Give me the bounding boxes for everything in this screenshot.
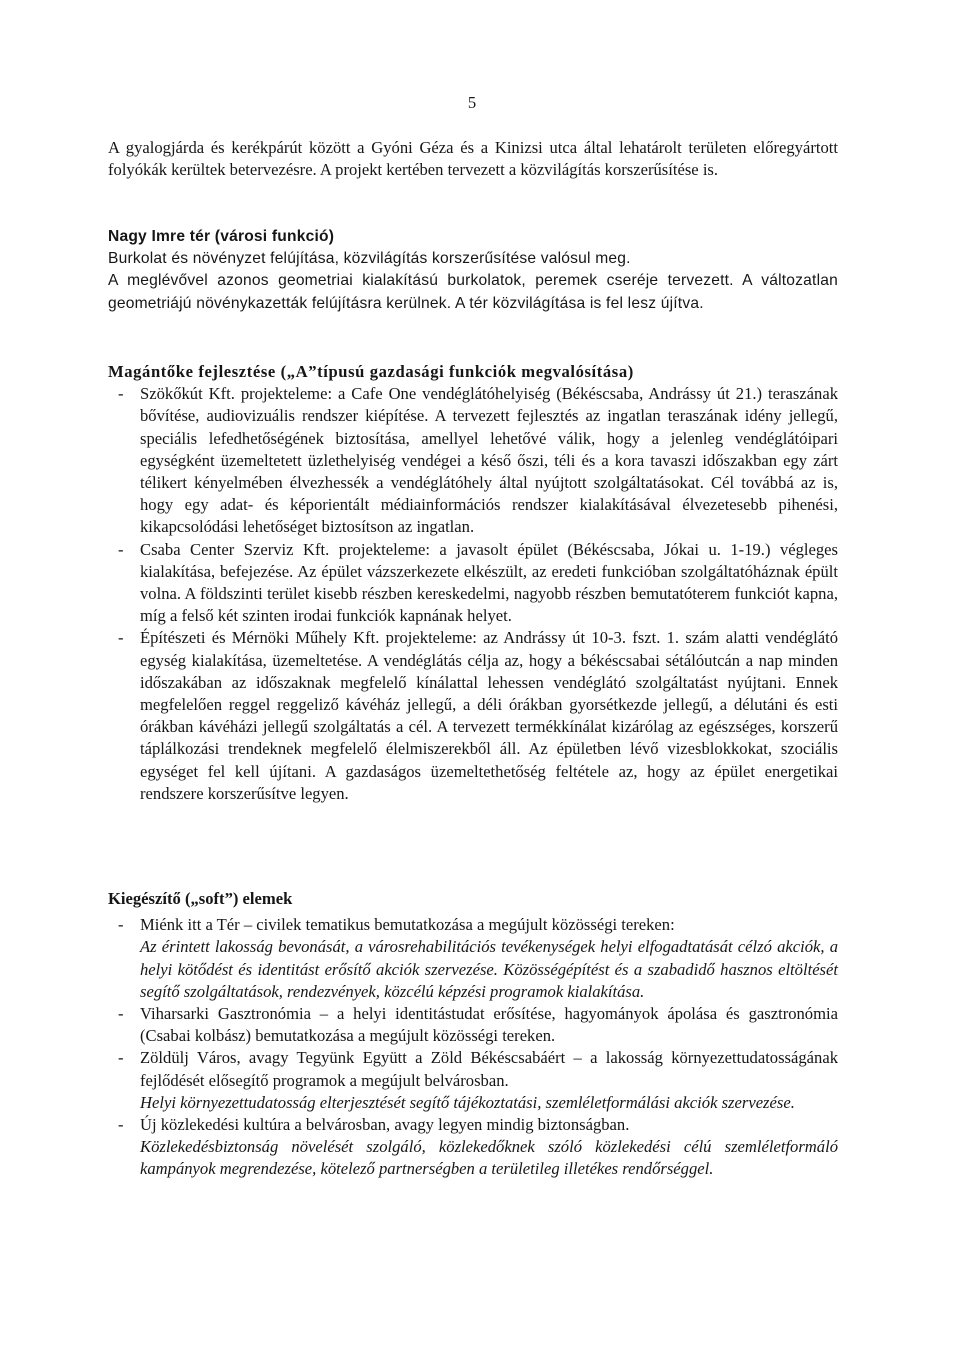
nagy-imre-section [108,226,838,315]
list-item [108,1003,838,1047]
maganto-list [108,383,838,805]
list-item: - Építészeti és Mérnöki Műhely Kft. projekteleme: az Andrássy út 10-3. fszt. 1. szám alatti vendéglátó egység kialakítása, üzemeltetése. A vendéglátás célja az, hogy a békéscsabai sétálóutcán a nap minden időszakában az időszaknak megfelelő kínálattal lehessen vendéglátó szolgáltatást nyújtani. Ennek megfelelően reggel reggeliző kávéház jellegű, a déli órákban gyorsétkezde jellegű, a délutáni és esti órákban kávéházi jellegű szolgáltatás a cél. A tervezett termékkínálat kizárólag az egészséges, korszerű táplálkozási trendeknek megfelelő élelmiszerekből áll. Az épületben lévő vizesblokkokat, szociális egységet fel kell újítani. A gazdaságos üzemeltethetőség feltétele az, hogy az épület energetikai rendszere korszerűsítve legyen. [108,627,838,805]
list-item-text: Zöldülj Város, avagy Tegyünk Együtt a Zöld Békéscsabáért – a lakosság környezettudatosságának fejlődését elősegítő programok a megújult belvárosban. [140,1048,838,1090]
list-item [108,914,838,1003]
soft-list [108,914,838,1180]
list-item-italic: Közlekedésbiztonság növelését szolgáló, közlekedőknek szóló közlekedési célú szemléletformáló kampányok megrendezése, kötelező partnerségben a területileg illetékes rendőrséggel. [140,1137,838,1179]
intro-paragraph: A gyalogjárda és kerékpárút között a Gyóni Géza és a Kinizsi utca által lehatárolt területen előregyártott folyókák kerültek betervezésre. A projekt kertében tervezett a közvilágítás korszerűsítése is. [108,138,838,180]
soft-heading: Kiegészítő („soft”) elemek [108,889,293,908]
maganto-section [108,361,838,805]
page-number: 5 [467,93,477,112]
list-item [108,1114,838,1181]
list-item: - Szökőkút Kft. projekteleme: a Cafe One vendéglátóhelyiség (Békéscsaba, Andrássy út 21.) teraszának bővítése, audiovizuális rendszer kiépítése. A tervezett fejlesztés az ingatlan teraszának idény jellegű, speciális lefedhetőségének biztosítása, amellyel lehetővé válik, hogy a jelenleg vendéglátóipari egységként üzemeltetett üzlethelyiség vendégei a késő őszi, téli és a kora tavaszi időszakban egy zárt télikert kényelmében élvezhessék a vendéglátóhely által nyújtott szolgáltatásokat. Cél továbbá az is, hogy egy adat- és képorientált médiainformációs rendszer kialakításával élvezetesebb pihenési, kikapcsolódási lehetőséget biztosítson az ingatlan. [108,383,838,538]
list-item [108,1047,838,1114]
list-item-text: Miénk itt a Tér – civilek tematikus bemutatkozása a megújult közösségi tereken: [140,915,675,935]
maganto-heading: Magántőke fejlesztése („A”típusú gazdasági funkciók megvalósítása) [108,362,634,381]
list-item-italic: Helyi környezettudatosság elterjesztését segítő tájékoztatási, szemléletformálási akciók szervezése. [140,1092,795,1112]
soft-elements-section [108,888,838,1181]
nagy-imre-line2: A meglévővel azonos geometriai kialakítású burkolatok, peremek cseréje tervezett. A változatlan geometriájú növénykazetták felújításra kerülnek. A tér közvilágítása is fel lesz újítva. [108,272,838,312]
nagy-imre-heading: Nagy Imre tér (városi funkció) [108,228,335,245]
list-item-text: Új közlekedési kultúra a belvárosban, avagy legyen mindig biztonságban. [140,1115,630,1135]
nagy-imre-line1: Burkolat és növényzet felújítása, közvilágítás korszerűsítése valósul meg. [108,250,631,268]
list-item-text: Viharsarki Gasztronómia – a helyi identitástudat erősítése, hagyományok ápolása és gasztronómia (Csabai kolbász) bemutatkozása a megújult közösségi tereken. [140,1004,838,1046]
list-item-italic: Az érintett lakosság bevonását, a városrehabilitációs tevékenységek helyi elfogadtatását célzó akciók, a helyi kötődést és identitást erősítő akciók szervezése. Közösségépítést és a szabadidő hasznos eltöltését segítő szolgáltatások, rendezvények, közcélú képzési programok kialakítása. [140,937,838,1001]
list-item: - Csaba Center Szerviz Kft. projekteleme: a javasolt épület (Békéscsaba, Jókai u. 1-19.) végleges kialakítása, befejezése. Az épület vázszerkezete elkészült, az eredeti funkcióban szolgáltatóháznak épült volna. A földszinti terület kisebb részben kereskedelmi, nagyobb részben bemutatóterem funkciót kapna, míg a felső két szinten irodai funkciók kapnának helyet. [108,539,838,628]
